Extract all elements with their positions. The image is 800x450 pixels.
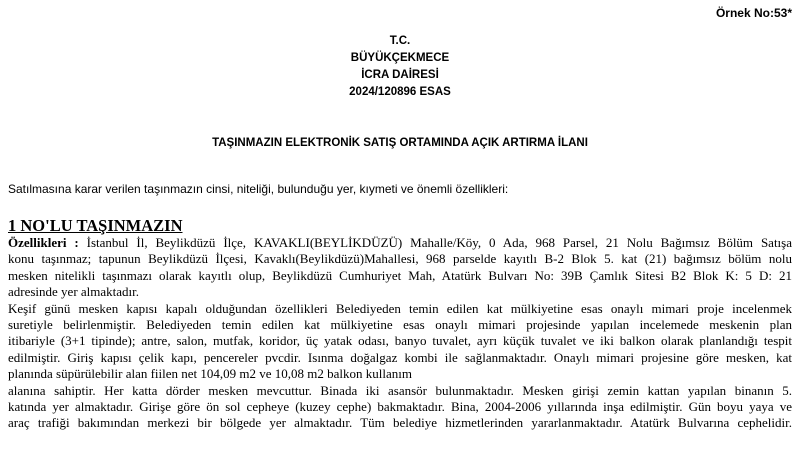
paragraph-line: katında yer almaktadır. Girişe göre ön sol cepheye (kuzey cephe) bakmaktadır. Bina, 2004-2006 yıllarında inşa edilmiştir. Gün boyu yaya ve	[8, 399, 792, 415]
paragraph-line: mesken nitelikli taşınmazı olarak kayıtlı olup, Beylikdüzü Cumhuriyet Mah, Atatürk Bulvarı No: 39B Çamlık Sitesi B2 Blok K: 5 D: 21	[8, 267, 792, 283]
document-header	[0, 33, 800, 101]
features-paragraph	[8, 235, 792, 301]
paragraph-line: Keşif günü mesken kapısı kapalı olduğundan özellikleri Belediyeden temin edilen kat mülkiyetine esas onaylı mimari proje incelenmek	[8, 300, 792, 316]
paragraph-line: konu taşınmaz; tapunun Beylikdüzü İlçesi, Kavaklı(Beylikdüzü)Mahallesi, 968 parselde kayıtlı B-2 Blok 5. kat (21) bağımsız bölüm nolu	[8, 251, 792, 267]
paragraph-line: edilmiştir. Giriş kapısı çelik kapı, pencereler pvcdir. Isınma doğalgaz kombi ile sağlanmaktadır. Onaylı mimari projesine göre mesken, kat	[8, 349, 792, 365]
property-section	[8, 216, 792, 432]
paragraph-line: suretiyle belirlenmiştir. Belediyeden temin edilen kat mülkiyetine esas onaylı mimari projesinde yapılan incelemede meskenin plan	[8, 317, 792, 333]
example-number: Örnek No:53*	[715, 6, 792, 20]
header-district: BÜYÜKÇEKMECE	[350, 52, 450, 64]
paragraph-line: planında süpürülebilir alan fiilen net 104,09 m2 ve 10,08 m2 balkon kullanım	[8, 366, 413, 382]
paragraph-line: araç trafiği bakımından merkezi bir bölgede yer almaktadır. Tüm belediye hizmetlerinden yararlanmaktadır. Atatürk Bulvarına cephelidir.	[8, 415, 792, 431]
building-paragraph	[8, 383, 792, 432]
document-title: TAŞINMAZIN ELEKTRONİK SATIŞ ORTAMINDA AÇIK ARTIRMA İLANI	[212, 137, 588, 149]
paragraph-line	[8, 235, 792, 251]
header-country: T.C.	[389, 35, 411, 47]
paragraph-line: alanına sahiptir. Her katta dörder mesken mevcuttur. Binada iki asansör bulunmaktadır. Mesken girişi zemin kattan yapılan binanın 5.	[8, 382, 792, 398]
inspection-paragraph	[8, 301, 792, 383]
header-case-number: 2024/120896 ESAS	[349, 86, 451, 98]
paragraph-line-text: İstanbul İl, Beylikdüzü İlçe, KAVAKLI(BEYLİKDÜZÜ) Mahalle/Köy, 0 Ada, 968 Parsel, 21 Nolu Bağımsız Bölüm Satışa	[78, 235, 792, 250]
paragraph-line: adresinde yer almaktadır.	[8, 284, 140, 300]
section-title: 1 NO'LU TAŞINMAZIN	[8, 216, 183, 235]
intro-text: Satılmasına karar verilen taşınmazın cinsi, niteliği, bulunduğu yer, kıymeti ve önemli özellikleri:	[8, 182, 509, 196]
header-office: İCRA DAİRESİ	[361, 69, 439, 81]
paragraph-line: itibariyle (3+1 tipinde); antre, salon, mutfak, koridor, üç yatak odası, banyo tuvalet, ayrı küçük tuvalet ve iki balkon olarak planlandığı tespit	[8, 333, 792, 349]
features-label: Özellikleri :	[8, 235, 79, 250]
